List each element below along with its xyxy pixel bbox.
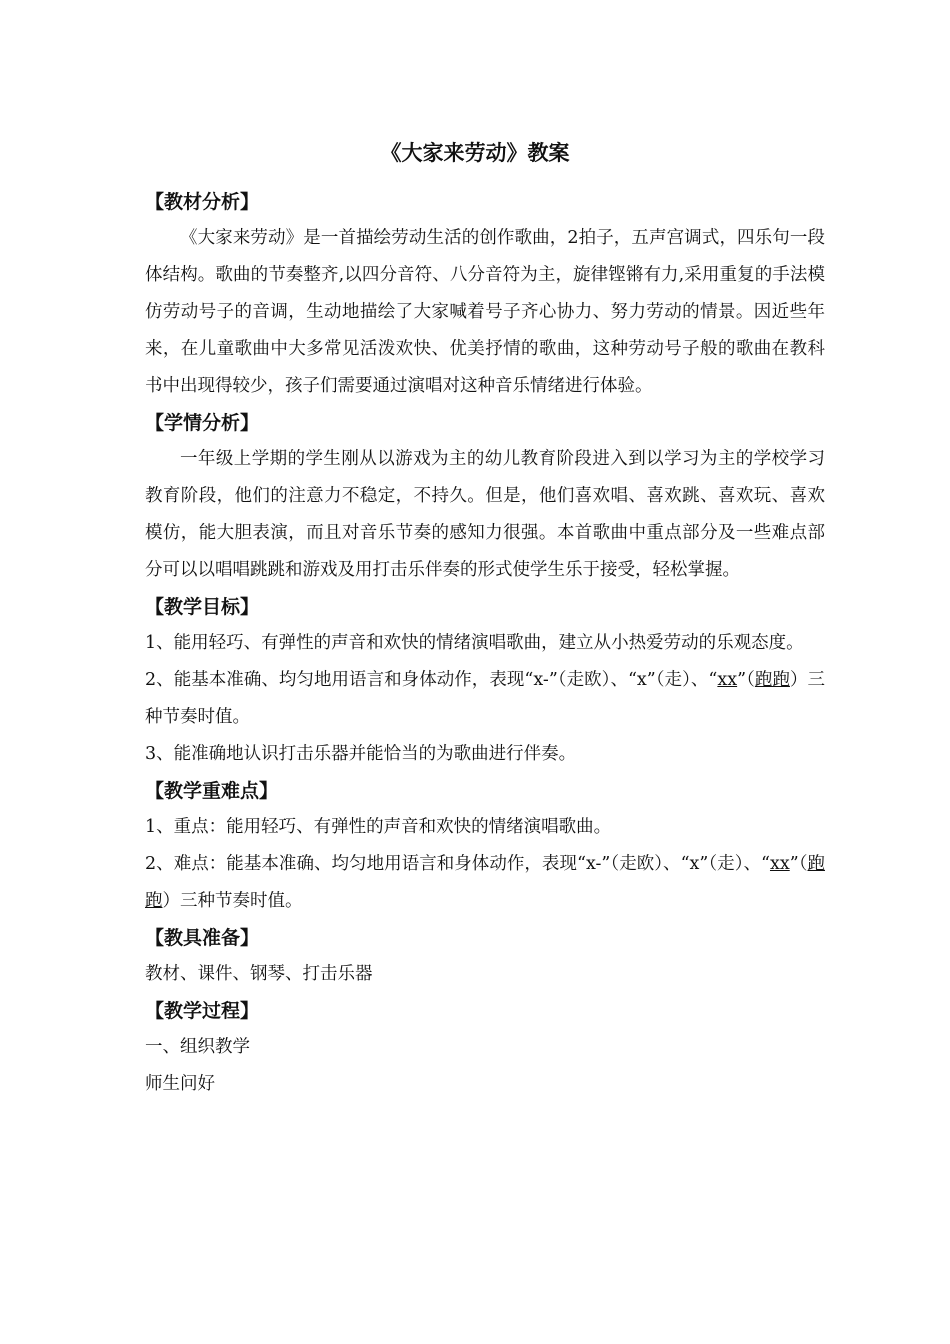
material-analysis-paragraph: 《大家来劳动》是一首描绘劳动生活的创作歌曲，2拍子，五声宫调式，四乐句一段体结构。歌曲的节奏整齐,以四分音符、八分音符为主，旋律铿锵有力,采用重复的手法模仿劳动号子的音调，生动地描绘了大家喊着号子齐心协力、努力劳动的情景。因近些年来，在儿童歌曲中大多常见活泼欢快、优美抒情的歌曲，这种劳动号子般的歌曲在教科书中出现得较少，孩子们需要通过演唱对这种音乐情绪进行体验。 [145, 228, 825, 396]
section-heading-student-analysis: 【学情分析】 [145, 412, 260, 434]
teaching-goal-2-text-c: ）三种节奏时值。 [145, 670, 826, 727]
section-heading-teaching-goals: 【教学目标】 [145, 596, 260, 618]
rhythm-paopao-underlined: 跑跑 [754, 670, 790, 690]
key-point-1: 1、重点：能用轻巧、有弹性的声音和欢快的情绪演唱歌曲。 [145, 817, 612, 837]
teaching-goal-2-text-a: 2、能基本准确、均匀地用语言和身体动作，表现“x-”（走欧）、“x”（走）、“ [145, 670, 718, 690]
rhythm-xx-underlined: xx [717, 670, 738, 690]
key-point-2 [145, 846, 825, 920]
section-heading-material-analysis: 【教材分析】 [145, 191, 260, 213]
rhythm-paopao-underlined: 跑跑 [145, 854, 825, 911]
teaching-goal-3: 3、能准确地认识打击乐器并能恰当的为歌曲进行伴奏。 [145, 744, 577, 764]
teaching-tools-text: 教材、课件、钢琴、打击乐器 [145, 964, 373, 984]
document-body [145, 184, 825, 1103]
teaching-goal-2-text-b: ”（ [737, 670, 755, 690]
key-point-2-text-b: ”（ [789, 854, 808, 874]
process-step-1-detail: 师生问好 [145, 1074, 215, 1094]
section-heading-teaching-tools: 【教具准备】 [145, 927, 260, 949]
section-heading-key-points: 【教学重难点】 [145, 780, 279, 802]
rhythm-xx-underlined: xx [769, 854, 790, 874]
teaching-goal-1: 1、能用轻巧、有弹性的声音和欢快的情绪演唱歌曲，建立从小热爱劳动的乐观态度。 [145, 633, 804, 653]
key-point-2-text-c: ）三种节奏时值。 [162, 891, 303, 911]
document-title: 《大家来劳动》教案 [380, 140, 570, 165]
process-step-1: 一、组织教学 [145, 1037, 250, 1057]
teaching-goal-2 [145, 662, 825, 736]
student-analysis-paragraph: 一年级上学期的学生刚从以游戏为主的幼儿教育阶段进入到以学习为主的学校学习教育阶段，他们的注意力不稳定，不持久。但是，他们喜欢唱、喜欢跳、喜欢玩、喜欢模仿，能大胆表演，而且对音乐节奏的感知力很强。本首歌曲中重点部分及一些难点部分可以以唱唱跳跳和游戏及用打击乐伴奏的形式使学生乐于接受，轻松掌握。 [145, 449, 825, 580]
section-heading-teaching-process: 【教学过程】 [145, 1000, 260, 1022]
key-point-2-text-a: 2、难点：能基本准确、均匀地用语言和身体动作，表现“x-”（走欧）、“x”（走）、“ [145, 854, 770, 874]
